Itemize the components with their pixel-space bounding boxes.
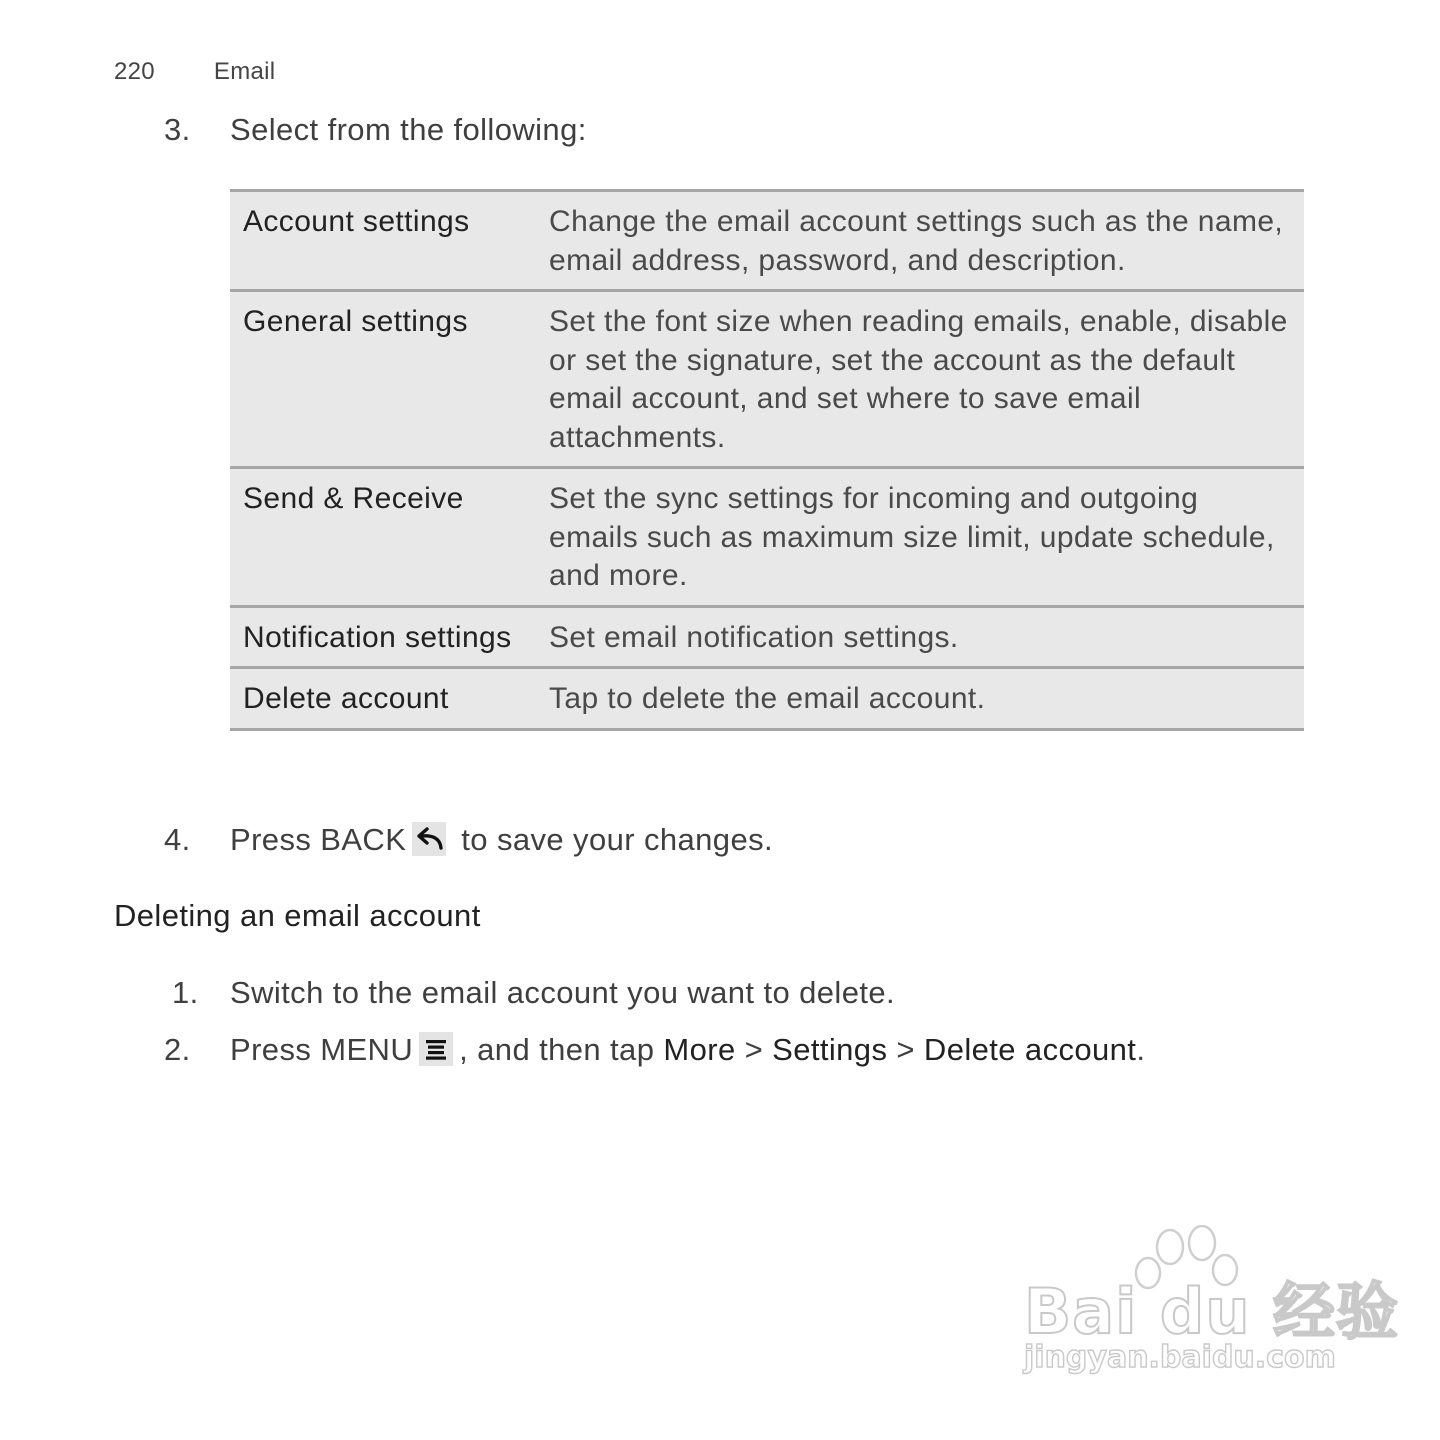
table-row [230,291,1304,468]
table-row [230,191,1304,291]
step-2-before: Press MENU [230,1032,414,1067]
step-text [230,822,773,858]
step-2-middle: , and then tap [459,1032,655,1067]
table-row [230,468,1304,607]
step-4-before: Press BACK [230,822,407,857]
step-2-end: . [1136,1032,1146,1067]
back-arrow-icon [412,822,446,856]
option-label: Notification settings [243,620,512,654]
section-heading: Deleting an email account [114,898,481,933]
table-row [230,668,1304,730]
step-number: 4. [164,822,191,857]
watermark-brand: Bai du 经验 [1024,1275,1400,1348]
path-separator: > [896,1032,915,1067]
step-text: Select from the following: [230,112,587,147]
menu-path-settings: Settings [772,1032,888,1067]
step-number: 3. [164,112,191,147]
menu-icon [419,1032,453,1066]
option-description: Set the font size when reading emails, enable, disable or set the signature, set the account as the default email account, and set where to save email attachments. [549,305,1288,454]
option-description: Set email notification settings. [549,620,959,654]
option-description: Tap to delete the email account. [549,682,986,715]
settings-options-table [230,189,1304,731]
watermark-url: jingyan.baidu.com [1024,1340,1336,1375]
option-label: Send & Receive [243,482,464,515]
table-row [230,606,1304,668]
option-label: Account settings [243,205,470,238]
step-text: Switch to the email account you want to delete. [230,975,896,1010]
page-number: 220 [114,58,155,85]
step-number: 1. [172,975,199,1010]
section-title: Email [213,58,276,85]
step-number: 2. [164,1032,191,1067]
menu-path-delete-account: Delete account [923,1032,1137,1067]
path-separator: > [744,1032,764,1067]
step-4-after: to save your changes. [461,822,773,857]
option-description: Change the email account settings such as the name, email address, password, and description. [549,205,1284,277]
option-label: Delete account [243,682,449,715]
option-label: General settings [243,305,468,338]
option-description: Set the sync settings for incoming and outgoing emails such as maximum size limit, update schedule, and more. [549,482,1275,592]
step-text [230,1032,1145,1068]
page-header [114,58,275,86]
menu-path-more: More [663,1032,736,1067]
